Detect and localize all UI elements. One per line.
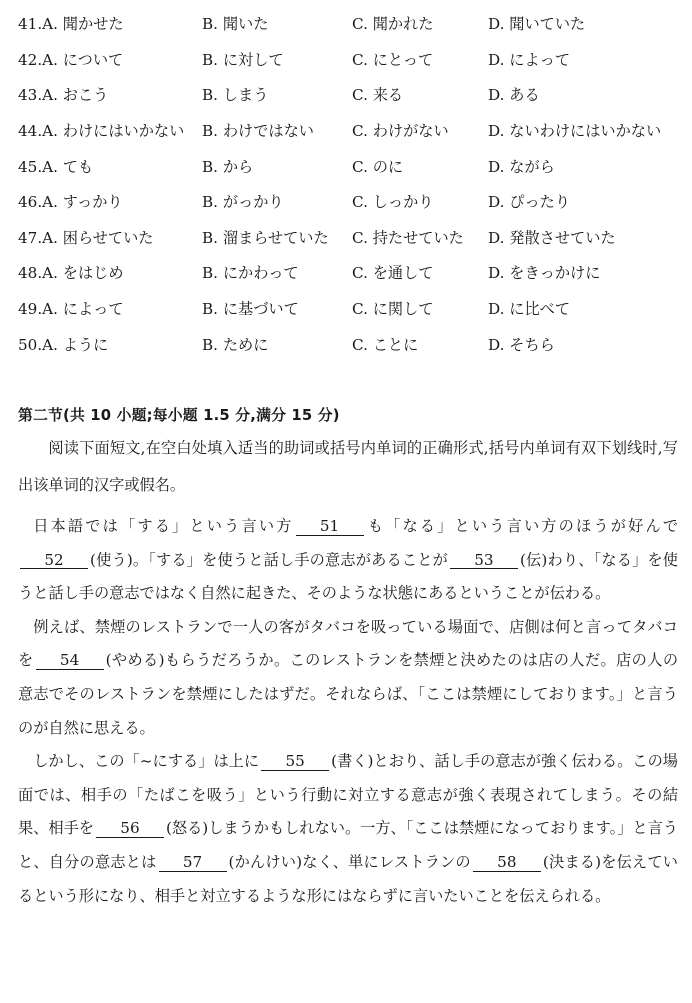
option-a-text: A. おこう bbox=[42, 86, 109, 105]
option-c: C. のに bbox=[352, 157, 404, 176]
hint-56: (怒る) bbox=[165, 819, 209, 838]
option-c: C. しっかり bbox=[352, 193, 434, 212]
question-number: 47. bbox=[18, 228, 43, 247]
passage-text: 日本語では「する」という言い方 bbox=[33, 517, 294, 535]
passage-paragraph-1 bbox=[18, 510, 678, 611]
option-a bbox=[18, 298, 202, 319]
option-a-text: A. 困らせていた bbox=[42, 228, 154, 247]
question-number: 42. bbox=[18, 50, 43, 69]
question-row-42 bbox=[18, 42, 688, 78]
hint-52: (使う) bbox=[90, 550, 133, 569]
option-a-text: A. によって bbox=[42, 300, 124, 319]
hint-54: (やめる) bbox=[105, 651, 165, 670]
option-b: B. に対して bbox=[202, 50, 284, 69]
option-d: D. 発散させていた bbox=[488, 228, 616, 247]
blank-53: 53 bbox=[450, 552, 518, 570]
blank-58: 58 bbox=[473, 854, 541, 872]
blank-51: 51 bbox=[296, 518, 364, 536]
option-a-text: A. をはじめ bbox=[42, 264, 124, 283]
option-d: D. をきっかけに bbox=[488, 264, 601, 283]
passage-text: を伝えているという形になり、相手と対立するような形にはならずに言いたいことを伝えられる。 bbox=[18, 852, 678, 905]
option-d: D. ないわけにはいかない bbox=[488, 122, 662, 141]
question-number: 46. bbox=[18, 193, 43, 212]
question-row-50 bbox=[18, 326, 688, 362]
option-c: C. を通して bbox=[352, 264, 434, 283]
passage-text: も「なる」という言い方のほうが好んで bbox=[365, 517, 679, 535]
passage-text: 。「する」を使うと話し手の意志があることが bbox=[132, 550, 448, 569]
hint-53: (伝) bbox=[519, 550, 548, 569]
blank-57: 57 bbox=[159, 854, 227, 872]
option-b: B. 聞いた bbox=[202, 15, 269, 34]
hint-55: (書く) bbox=[331, 752, 374, 771]
option-b: B. しまう bbox=[202, 86, 269, 105]
passage-paragraph-2 bbox=[18, 611, 678, 745]
passage-paragraph-3 bbox=[18, 745, 678, 913]
option-d: D. によって bbox=[488, 50, 571, 69]
passage-text: とおり、話し手の意志が強く伝わる。この場面では、相手の「たばこを吸う」という行動に対立する意志が強く表現されてしまう。その結果、相手を bbox=[18, 752, 678, 838]
option-a bbox=[18, 49, 202, 70]
blank-55: 55 bbox=[261, 753, 329, 771]
option-c: C. 持たせていた bbox=[352, 228, 464, 247]
option-a-text: A. について bbox=[42, 50, 124, 69]
question-row-48 bbox=[18, 255, 688, 291]
option-c: C. に関して bbox=[352, 300, 434, 319]
option-a bbox=[18, 262, 202, 283]
blank-56: 56 bbox=[96, 820, 164, 838]
option-b: B. にかわって bbox=[202, 264, 299, 283]
passage-text: しまうかもしれない。一方、「ここは禁煙になっております。」と言うと、自分の意志とは bbox=[18, 819, 678, 871]
option-a bbox=[18, 156, 202, 177]
blank-52: 52 bbox=[20, 552, 88, 570]
passage-text: もらうだろうか。このレストランを禁煙と決めたのは店の人だ。店の人の意志でそのレストランを禁煙にしたはずだ。それならば、「ここは禁煙にしております。」と言うのが自然に思える。 bbox=[18, 651, 679, 737]
question-row-41 bbox=[18, 6, 688, 42]
option-a bbox=[18, 84, 202, 105]
question-number: 49. bbox=[18, 300, 43, 319]
option-d: D. ある bbox=[488, 86, 540, 105]
passage-text: なく、単にレストランの bbox=[302, 852, 471, 871]
option-b: B. 溜まらせていた bbox=[202, 228, 329, 247]
reading-passage bbox=[18, 510, 678, 913]
option-a bbox=[18, 334, 202, 355]
question-row-43 bbox=[18, 77, 688, 113]
option-c: C. ことに bbox=[352, 335, 419, 354]
option-a-text: A. すっかり bbox=[42, 193, 123, 212]
option-a-text: A. 聞かせた bbox=[42, 15, 124, 34]
option-a-text: A. わけにはいかない bbox=[42, 122, 185, 141]
option-d: D. 聞いていた bbox=[488, 15, 586, 34]
option-c: C. 聞かれた bbox=[352, 15, 434, 34]
choice-list bbox=[18, 6, 688, 362]
option-c: C. わけがない bbox=[352, 122, 449, 141]
option-b: B. がっかり bbox=[202, 193, 284, 212]
blank-54: 54 bbox=[36, 652, 104, 670]
option-c: C. 来る bbox=[352, 86, 404, 105]
option-a bbox=[18, 227, 202, 248]
section-instruction: 阅读下面短文,在空白处填入适当的助词或括号内单词的正确形式,括号内单词有双下划线时,写出该单词的汉字或假名。 bbox=[18, 439, 678, 494]
question-number: 43. bbox=[18, 86, 43, 105]
option-a bbox=[18, 191, 202, 212]
option-b: B. から bbox=[202, 157, 254, 176]
passage-text: 例えば、禁煙のレストランで一人の客がタバコを吸っている場面で、店側は何と言ってタバコを bbox=[18, 617, 678, 670]
question-number: 41. bbox=[18, 15, 43, 34]
option-a-text: A. ても bbox=[42, 157, 94, 176]
passage-text: わり、「なる」を使うと話し手の意志ではなく自然に起きた、そのような状態にあるということが伝わる。 bbox=[18, 550, 678, 603]
question-row-45 bbox=[18, 148, 688, 184]
option-a-text: A. ように bbox=[42, 335, 109, 354]
option-b: B. わけではない bbox=[202, 122, 314, 141]
passage-text: しかし、この「~にする」は上に bbox=[33, 752, 260, 771]
hint-57: (かんけい) bbox=[228, 852, 303, 871]
question-row-46 bbox=[18, 184, 688, 220]
section-title: 第二节(共 10 小题;每小题 1.5 分,满分 15 分) bbox=[18, 407, 340, 424]
option-a bbox=[18, 13, 202, 34]
option-a bbox=[18, 120, 202, 141]
question-number: 45. bbox=[18, 157, 43, 176]
option-d: D. に比べて bbox=[488, 300, 571, 319]
question-row-47 bbox=[18, 220, 688, 256]
option-d: D. ぴったり bbox=[488, 193, 571, 212]
option-d: D. そちら bbox=[488, 335, 555, 354]
question-number: 44. bbox=[18, 122, 43, 141]
option-c: C. にとって bbox=[352, 50, 434, 69]
question-number: 48. bbox=[18, 264, 43, 283]
hint-58: (決まる) bbox=[542, 852, 602, 871]
question-row-49 bbox=[18, 291, 688, 327]
question-row-44 bbox=[18, 113, 688, 149]
option-d: D. ながら bbox=[488, 157, 555, 176]
option-b: B. に基づいて bbox=[202, 300, 299, 319]
question-number: 50. bbox=[18, 335, 43, 354]
option-b: B. ために bbox=[202, 335, 269, 354]
